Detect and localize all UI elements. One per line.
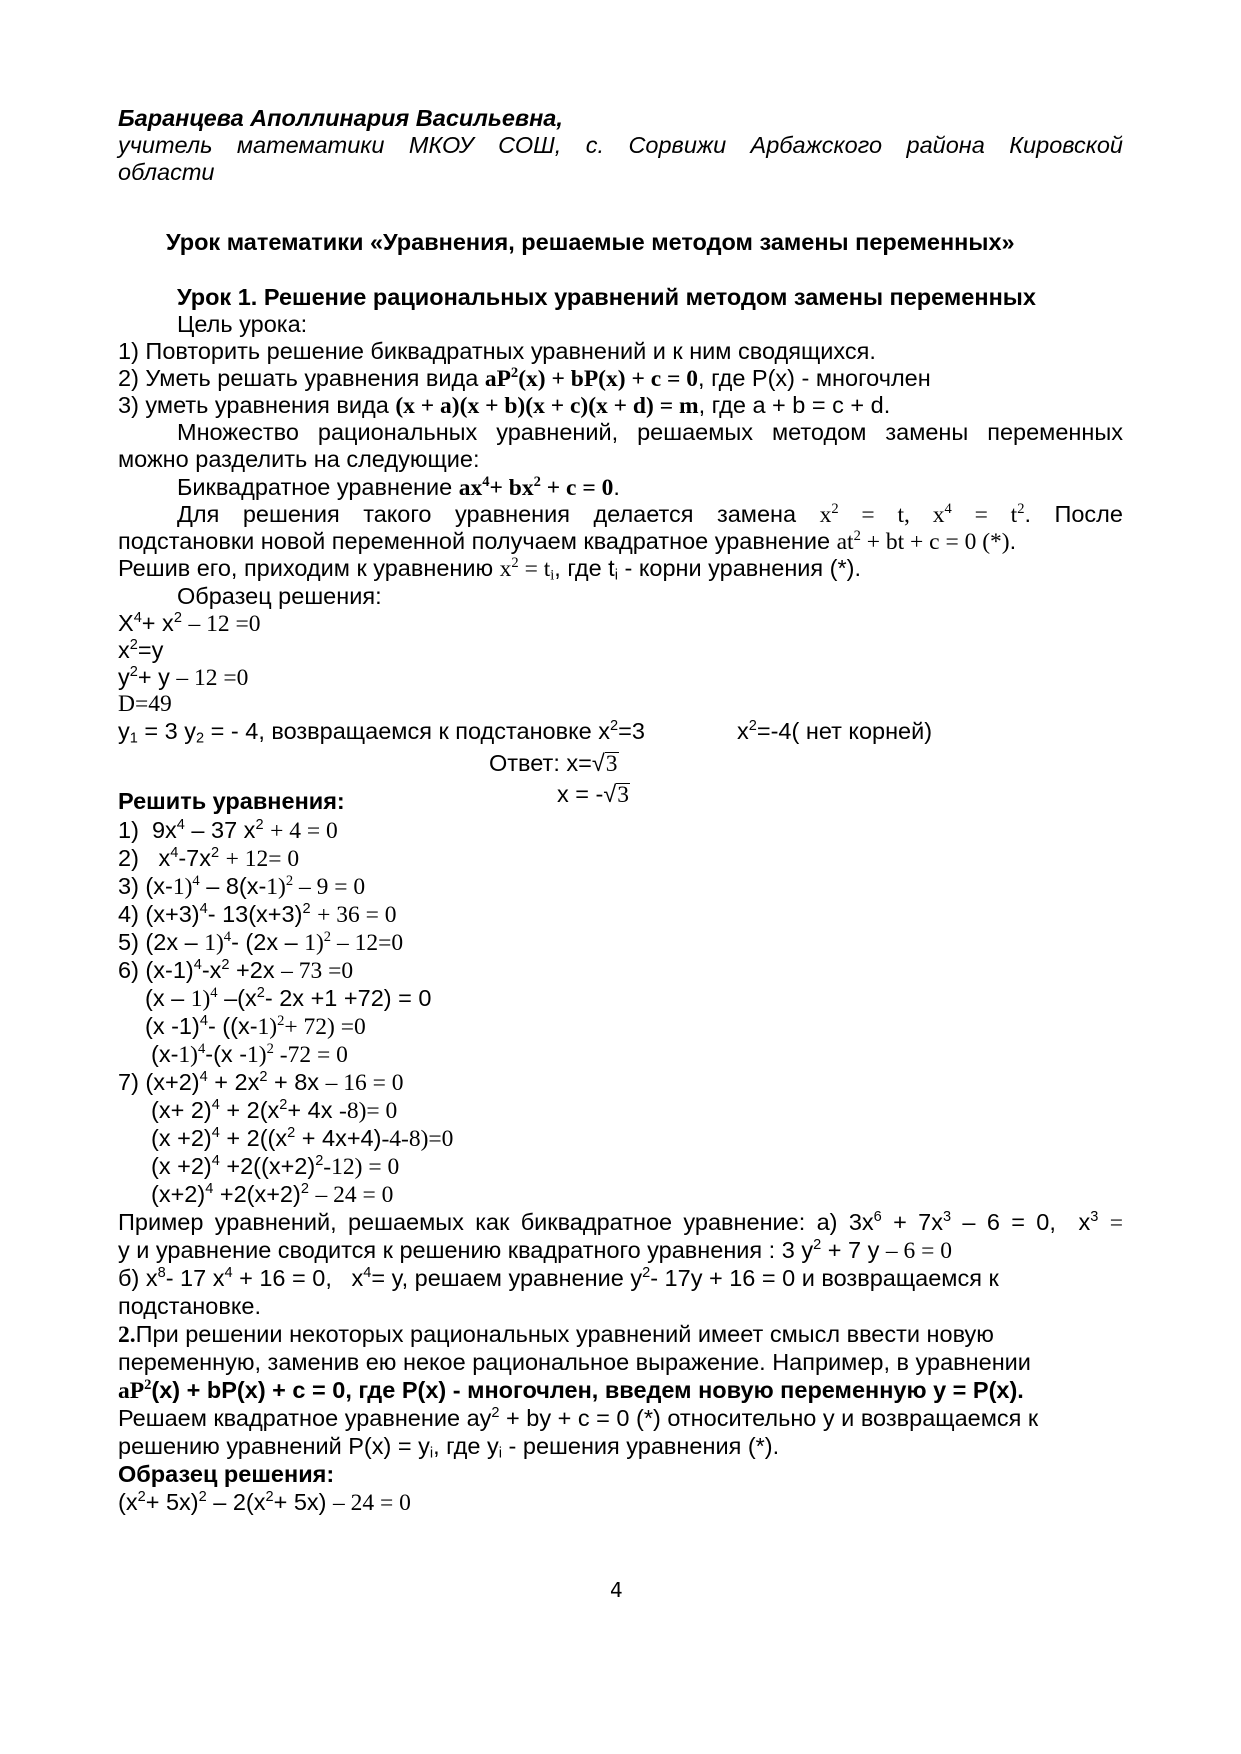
sample-roots: $y_1 = 3$ $y_2$ = - 4, возвращаемся к подстановке $x^2=3$ (118, 717, 645, 747)
solution-line2: подстановки новой переменной получаем квадратное уравнение $at^2$ + bt + c = 0 (*). (118, 527, 1017, 555)
section2-line4: Решаем квадратное уравнение $ay^2$ + by + c = 0 (*) относительно y и возвращаемся к (118, 1404, 1039, 1431)
exercise-7-step3: $(x +2)^4 +2((x+2)^2-12) = 0$ (151, 1152, 400, 1180)
exercise-4: 4) $(x+3)^4-$ $13(x+3)^2 + 36 = 0$ (118, 900, 397, 928)
sample-no-roots: $x^2=-4$( нет корней) (737, 717, 933, 744)
sample-eq1: $X^4+ x^2 - 12 =0$ (118, 609, 261, 637)
exercise-7-step4: $(x+2)^4 +2(x+2)^2 - 24 = 0$ (151, 1180, 394, 1208)
author-position-line2: области (118, 159, 215, 185)
exercise-6-step1: (x – 1)$^4$ $-(x^2-$ 2x +1 +72) = 0 (145, 984, 432, 1012)
exercise-6: 6) $(x-1)^4-x^2 +2x - 73 =0$ (118, 956, 354, 984)
exercise-6-step2: (x -1)$^4$- $((x-1)^2+ 72) =0$ (145, 1012, 366, 1040)
sample-discriminant: D=49 (118, 691, 172, 717)
example-line2: у и уравнение сводится к решению квадратного уравнения : 3 $y^2 + 7$ y – 6 = 0 (118, 1236, 953, 1264)
section2-line3: $aP^2(x) + bP(x) + c = 0$, где P(x) - многочлен, введем новую переменную y = P(x). (118, 1376, 1024, 1404)
exercises-label: Решить уравнения: (118, 788, 345, 814)
exercise-2: 2) $x^4-7x^2 + 12= 0$ (118, 844, 300, 872)
sample-answer: Ответ: x=√3 (489, 750, 618, 777)
sample-eq2: $x^2=y$ (118, 636, 164, 663)
exercise-1: 1) $9x^4 - 37$ $x^2 + 4 = 0$ (118, 816, 338, 844)
section2-sample-label: Образец решения: (118, 1461, 335, 1487)
section2-sample-eq: $(x^2+ 5x)^2 - 2(x^2+ 5x) - 24 = 0$ (118, 1488, 411, 1516)
author-position-line1: учитель математики МКОУ СОШ, с. Сорвижи Арбажского района Кировской (118, 132, 1123, 158)
goal-label: Цель урока: (177, 311, 308, 337)
section2-line5: решению уравнений $P(x) = y_i$, где $y_i$ - решения уравнения (*). (118, 1433, 780, 1462)
section2-line2: переменную, заменив ею некое рациональное выражение. Например, в уравнении (118, 1349, 1031, 1375)
exercise-7: 7) $(x+2)^4 + 2x^2 + 8x - 16 = 0$ (118, 1068, 404, 1096)
example-line4: подстановке. (118, 1293, 261, 1319)
exercise-6-step3: $(x-1)^4-(x$ -1)$^2$ -72 = 0 (151, 1040, 348, 1068)
page-title: Урок математики «Уравнения, решаемые методом замены переменных» (166, 229, 1015, 255)
section2-line1: 2.При решении некоторых рациональных уравнений имеет смысл ввести новую (118, 1321, 994, 1348)
goal-1: 1) Повторить решение биквадратных уравнений и к ним сводящихся. (118, 338, 876, 364)
sample-answer2: x = -√3 (557, 781, 630, 808)
goal-3: 3) уметь уравнения вида (x + a)(x + b)(x + c)(x + d) = m, где a + b = c + d. (118, 392, 891, 419)
page-number: 4 (610, 1578, 623, 1602)
solution-line3: Решив его, приходим к уравнению $x^2 = t_i$, где $t_i$ - корни уравнения (*). (118, 554, 862, 584)
exercise-5: 5) (2x – 1)$^4$- (2x – 1)$^2$ – 12=0 (118, 928, 404, 956)
intro-line2: можно разделить на следующие: (118, 446, 480, 472)
solution-line1: Для решения такого уравнения делается замена $x^2 = t$, $x^4 = t^2$. После (177, 500, 1123, 528)
lesson-title: Урок 1. Решение рациональных уравнений методом замены переменных (177, 284, 1036, 310)
example-line1: Пример уравнений, решаемых как биквадратное уравнение: а) $3x^6 + 7x^3 - 6 = 0$, $x^3$ = (118, 1208, 1124, 1236)
sample-eq3: $y^2+ y - 12 =0$ (118, 663, 249, 691)
example-line3: б) $x^8-$ 17 $x^4 + 16 = 0$, $x^4= y$, решаем уравнение $y^2-$ 17y + 16 = 0 и возвращаемся к (118, 1264, 999, 1291)
goal-2: 2) Уметь решать уравнения вида $aP^2(x) + bP(x) + c = 0$, где P(x) - многочлен (118, 364, 931, 392)
biquadratic-label: Биквадратное уравнение $ax^4+ bx^2 + c = 0$. (177, 473, 620, 501)
exercise-7-step2: $(x +2)^4 + 2((x^2 + 4x+4)-4-8)=0$ (151, 1124, 454, 1152)
exercise-3: 3) $(x-1)^4 - 8(x-1)^2 - 9 = 0$ (118, 872, 366, 900)
intro-line1: Множество рациональных уравнений, решаемых методом замены переменных (177, 419, 1123, 445)
sample-label: Образец решения: (177, 583, 382, 609)
author-name: Баранцева Аполлинария Васильевна, (118, 105, 563, 131)
exercise-7-step1: $(x+ 2)^4 + 2(x^2+ 4x$ -8)= 0 (151, 1096, 398, 1124)
